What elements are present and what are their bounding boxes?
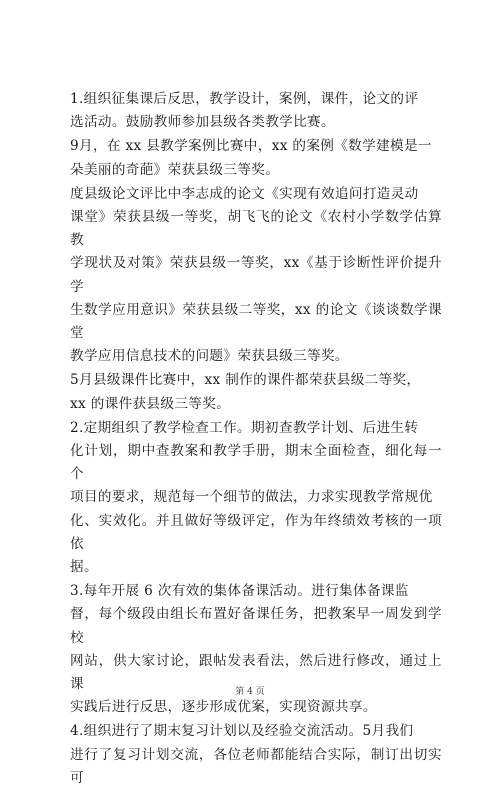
paragraph-7: 4.组织进行了期末复习计划以及经验交流活动。5月我们 进行了复习计划交流，各位老师都能结合实际，制订出切实可: [70, 723, 442, 786]
paragraph-3: 度县级论文评比中李志成的论文《实现有效追问打造灵动 课堂》荣获县级一等奖，胡飞飞的论文《农村小学数学估算教 学现状及对策》荣获县级一等奖，xx《基于诊断性评价提升学 生数学应用意识》荣获县级二等奖，xx 的论文《谈谈数学课堂 教学应用信息技术的问题》荣获县级三等奖。: [70, 185, 442, 365]
paragraph-4: 5月县级课件比赛中，xx 制作的课件都荣获县级二等奖， xx 的课件获县级三等奖。: [70, 372, 421, 412]
paragraph-1: 1.组织征集课后反思，教学设计，案例，课件，论文的评 选活动。鼓励教师参加县级各类教学比赛。: [70, 91, 419, 131]
paragraph-2: 9月，在 xx 县教学案例比赛中，xx 的案例《数学建模是一 朵美丽的奇葩》荣获县级三等奖。: [70, 138, 432, 178]
paragraph-6: 3.每年开展 6 次有效的集体备课活动。进行集体备课监 督，每个级段由组长布置好备课任务，把教案早一周发到学校 网站，供大家讨论，跟帖发表看法，然后进行修改，通过上课 实践后进行反思，逐步形成优案，实现资源共享。: [70, 583, 442, 716]
paragraph-5: 2.定期组织了教学检查工作。期初查教学计划、后进生转 化计划，期中查教案和教学手册，期末全面检查，细化每一个 项目的要求，规范每一个细节的做法，力求实现教学常规优 化、实效化。并且做好等级评定，作为年终绩效考核的一项依 据。: [70, 419, 442, 576]
page-number: 第 4 页: [235, 687, 265, 697]
